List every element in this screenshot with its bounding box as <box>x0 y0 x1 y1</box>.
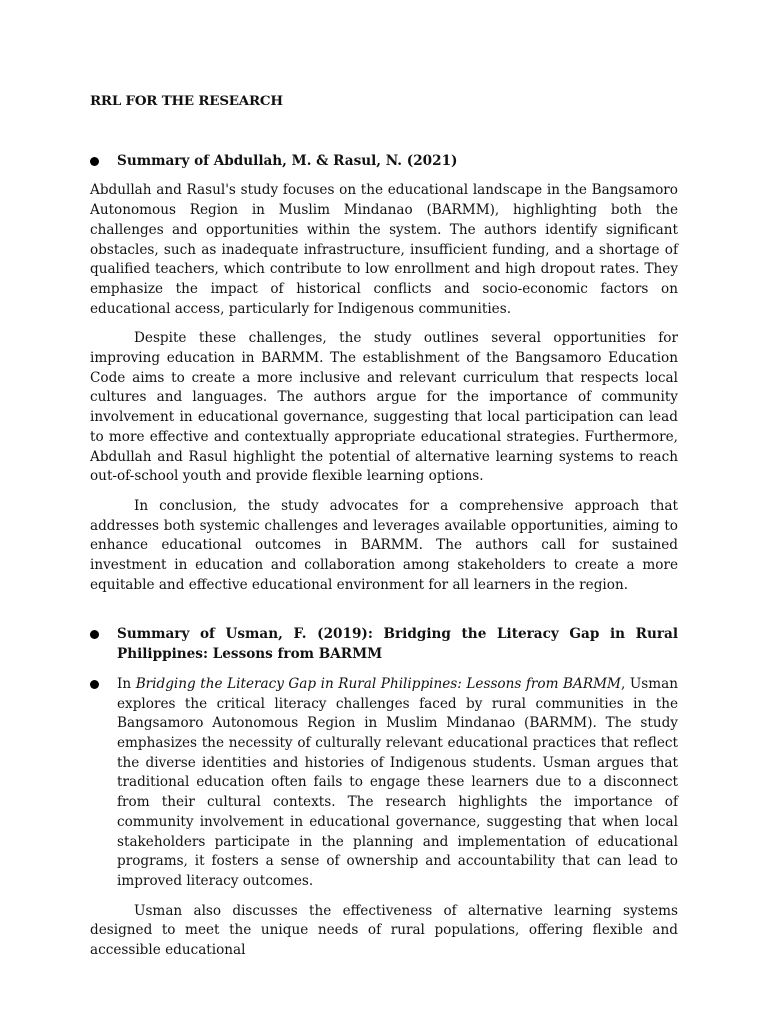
section2-bullet-work-title: Bridging the Literacy Gap in Rural Philippines: Lessons from BARMM <box>135 675 621 692</box>
section1-paragraph-3: In conclusion, the study advocates for a comprehensive approach that addresses both systemic challenges and leverages available opportunities, aiming to enhance educational outcomes in BARMM. The authors call for sustained investment in education and collaboration among stakeholders to create a more equitable and effective educational environment for all learners in the region. <box>90 497 678 593</box>
section1-paragraph-1: Abdullah and Rasul's study focuses on the educational landscape in the Bangsamoro Autonomous Region in Muslim Mindanao (BARMM), highlighting both the challenges and opportunities within the system. The authors identify significant obstacles, such as inadequate infrastructure, insufficient funding, and a shortage of qualified teachers, which contribute to low enrollment and high dropout rates. They emphasize the impact of historical conflicts and socio-economic factors on educational access, particularly for Indigenous communities. <box>90 182 678 317</box>
document-title: RRL FOR THE RESEARCH <box>90 93 283 109</box>
bullet-icon <box>90 630 99 639</box>
section-spacer <box>90 605 678 625</box>
bullet-icon <box>90 680 99 689</box>
section1-paragraph-2: Despite these challenges, the study outlines several opportunities for improving education in BARMM. The establishment of the Bangsamoro Education Code aims to create a more inclusive and relevant curriculum that respects local cultures and languages. The authors argue for the importance of community involvement in educational governance, suggesting that local participation can lead to more effective and contextually appropriate educational strategies. Furthermore, Abdullah and Rasul highlight the potential of alternative learning systems to reach out-of-school youth and provide flexible learning options. <box>90 330 678 485</box>
section2-bullet-body: , Usman explores the critical literacy challenges faced by rural communities in the Bangsamoro Autonomous Region in Muslim Mindanao (BARMM). The study emphasizes the necessity of culturally relevant educational practices that reflect the diverse identities and histories of Indigenous students. Usman argues that traditional education often fails to engage these learners due to a disconnect from their cultural contexts. The research highlights the importance of community involvement in educational governance, suggesting that when local stakeholders participate in the planning and implementation of educational programs, it fosters a sense of ownership and accountability that can lead to improved literacy outcomes. <box>117 675 679 889</box>
section2-heading-text: Summary of Usman, F. (2019): Bridging the Literacy Gap in Rural Philippines: Lessons from BARMM <box>117 626 678 663</box>
section2-bullet-prefix: In <box>117 675 136 692</box>
document-page <box>90 92 678 971</box>
bullet-icon <box>90 157 99 166</box>
section1-heading-text: Summary of Abdullah, M. & Rasul, N. (2021) <box>117 152 458 169</box>
section1-heading <box>90 152 678 172</box>
section2-heading <box>90 625 678 664</box>
section2-paragraph-2: Usman also discusses the effectiveness of alternative learning systems designed to meet the unique needs of rural populations, offering flexible and accessible educational <box>90 902 678 959</box>
section2-bullet-paragraph <box>90 675 678 892</box>
